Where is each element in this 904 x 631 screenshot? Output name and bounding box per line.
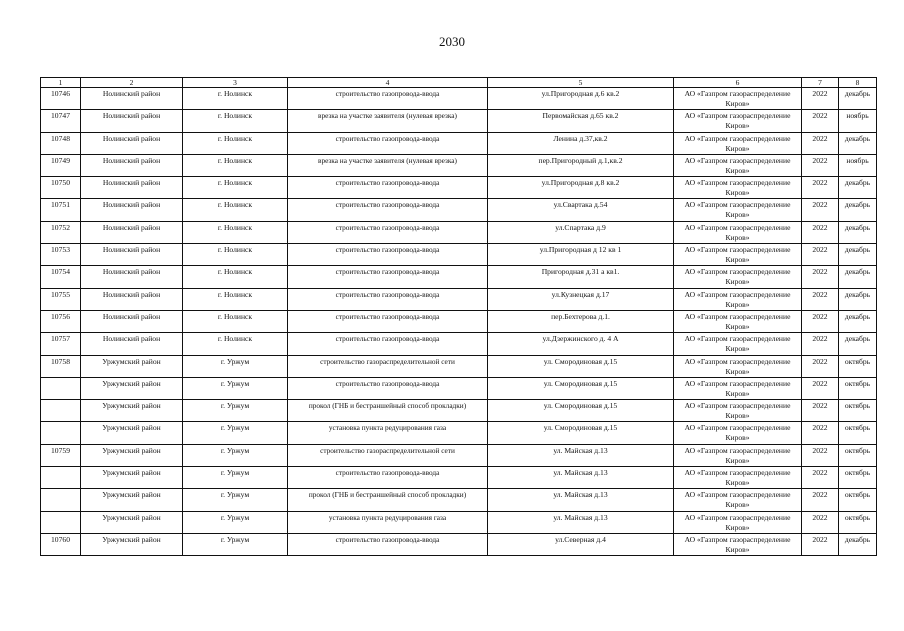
district-cell: Уржумский район <box>81 422 183 444</box>
address-cell: ул.Дзержинского д. 4 А <box>488 333 674 355</box>
column-header: 7 <box>802 78 839 88</box>
city-cell: г. Уржум <box>183 444 288 466</box>
row-number-cell <box>41 400 81 422</box>
month-cell: ноябрь <box>839 110 877 132</box>
work-type-cell: строительство газопровода-ввода <box>288 377 488 399</box>
organization-cell: АО «Газпром газораспределение Киров» <box>674 467 802 489</box>
address-cell: ул. Смородиновая д.15 <box>488 355 674 377</box>
address-cell: Ленина д.37,кв.2 <box>488 132 674 154</box>
district-cell: Уржумский район <box>81 489 183 511</box>
organization-cell: АО «Газпром газораспределение Киров» <box>674 355 802 377</box>
table-row <box>41 511 877 533</box>
district-cell: Нолинский район <box>81 88 183 110</box>
district-cell: Уржумский район <box>81 533 183 555</box>
row-number-cell <box>41 511 81 533</box>
table-row <box>41 422 877 444</box>
row-number-cell: 10752 <box>41 221 81 243</box>
address-cell: ул.Пригородная д.8 кв.2 <box>488 177 674 199</box>
city-cell: г. Нолинск <box>183 288 288 310</box>
work-type-cell: установка пункта редуцирования газа <box>288 422 488 444</box>
month-cell: октябрь <box>839 377 877 399</box>
table-row <box>41 533 877 555</box>
organization-cell: АО «Газпром газораспределение Киров» <box>674 511 802 533</box>
organization-cell: АО «Газпром газораспределение Киров» <box>674 88 802 110</box>
year-cell: 2022 <box>802 221 839 243</box>
table-row <box>41 467 877 489</box>
city-cell: г. Нолинск <box>183 333 288 355</box>
month-cell: декабрь <box>839 266 877 288</box>
organization-cell: АО «Газпром газораспределение Киров» <box>674 377 802 399</box>
district-cell: Нолинский район <box>81 110 183 132</box>
table-row <box>41 288 877 310</box>
year-cell: 2022 <box>802 110 839 132</box>
row-number-cell: 10758 <box>41 355 81 377</box>
year-cell: 2022 <box>802 467 839 489</box>
work-type-cell: врезка на участке заявителя (нулевая врезка) <box>288 110 488 132</box>
year-cell: 2022 <box>802 377 839 399</box>
address-cell: ул.Кузнецкая д.17 <box>488 288 674 310</box>
year-cell: 2022 <box>802 333 839 355</box>
gasification-table <box>40 77 877 556</box>
city-cell: г. Нолинск <box>183 132 288 154</box>
address-cell: пер.Бехтерова д.1. <box>488 310 674 332</box>
row-number-cell: 10750 <box>41 177 81 199</box>
year-cell: 2022 <box>802 533 839 555</box>
organization-cell: АО «Газпром газораспределение Киров» <box>674 533 802 555</box>
month-cell: декабрь <box>839 132 877 154</box>
table-row <box>41 444 877 466</box>
work-type-cell: строительство газораспределительной сети <box>288 444 488 466</box>
organization-cell: АО «Газпром газораспределение Киров» <box>674 333 802 355</box>
table-row <box>41 333 877 355</box>
table-row <box>41 199 877 221</box>
row-number-cell: 10746 <box>41 88 81 110</box>
month-cell: декабрь <box>839 310 877 332</box>
organization-cell: АО «Газпром газораспределение Киров» <box>674 177 802 199</box>
city-cell: г. Нолинск <box>183 221 288 243</box>
work-type-cell: строительство газопровода-ввода <box>288 199 488 221</box>
city-cell: г. Нолинск <box>183 244 288 266</box>
work-type-cell: прокол (ГНБ и бестраншейный способ прокладки) <box>288 400 488 422</box>
city-cell: г. Нолинск <box>183 199 288 221</box>
month-cell: ноябрь <box>839 154 877 176</box>
city-cell: г. Уржум <box>183 511 288 533</box>
district-cell: Нолинский район <box>81 288 183 310</box>
work-type-cell: строительство газопровода-ввода <box>288 177 488 199</box>
row-number-cell: 10748 <box>41 132 81 154</box>
city-cell: г. Уржум <box>183 533 288 555</box>
table-row <box>41 88 877 110</box>
year-cell: 2022 <box>802 177 839 199</box>
month-cell: октябрь <box>839 444 877 466</box>
table-row <box>41 310 877 332</box>
address-cell: ул.Пригородная д 12 кв 1 <box>488 244 674 266</box>
address-cell: ул.Пригородная д.6 кв.2 <box>488 88 674 110</box>
city-cell: г. Уржум <box>183 377 288 399</box>
city-cell: г. Уржум <box>183 489 288 511</box>
district-cell: Нолинский район <box>81 333 183 355</box>
organization-cell: АО «Газпром газораспределение Киров» <box>674 132 802 154</box>
organization-cell: АО «Газпром газораспределение Киров» <box>674 266 802 288</box>
table-row <box>41 266 877 288</box>
column-header: 5 <box>488 78 674 88</box>
column-header: 3 <box>183 78 288 88</box>
month-cell: декабрь <box>839 244 877 266</box>
district-cell: Нолинский район <box>81 132 183 154</box>
organization-cell: АО «Газпром газораспределение Киров» <box>674 444 802 466</box>
address-cell: ул. Майская д.13 <box>488 444 674 466</box>
city-cell: г. Уржум <box>183 467 288 489</box>
district-cell: Нолинский район <box>81 199 183 221</box>
district-cell: Нолинский район <box>81 266 183 288</box>
organization-cell: АО «Газпром газораспределение Киров» <box>674 244 802 266</box>
table-row <box>41 489 877 511</box>
month-cell: октябрь <box>839 400 877 422</box>
organization-cell: АО «Газпром газораспределение Киров» <box>674 199 802 221</box>
organization-cell: АО «Газпром газораспределение Киров» <box>674 110 802 132</box>
work-type-cell: строительство газопровода-ввода <box>288 244 488 266</box>
month-cell: декабрь <box>839 533 877 555</box>
work-type-cell: прокол (ГНБ и бестраншейный способ прокладки) <box>288 489 488 511</box>
work-type-cell: строительство газопровода-ввода <box>288 221 488 243</box>
row-number-cell: 10747 <box>41 110 81 132</box>
city-cell: г. Уржум <box>183 400 288 422</box>
year-cell: 2022 <box>802 132 839 154</box>
work-type-cell: строительство газопровода-ввода <box>288 266 488 288</box>
column-header: 8 <box>839 78 877 88</box>
work-type-cell: установка пункта редуцирования газа <box>288 511 488 533</box>
table-row <box>41 154 877 176</box>
address-cell: ул. Майская д.13 <box>488 489 674 511</box>
city-cell: г. Нолинск <box>183 110 288 132</box>
district-cell: Уржумский район <box>81 467 183 489</box>
year-cell: 2022 <box>802 422 839 444</box>
city-cell: г. Уржум <box>183 355 288 377</box>
column-header: 2 <box>81 78 183 88</box>
year-cell: 2022 <box>802 511 839 533</box>
city-cell: г. Уржум <box>183 422 288 444</box>
district-cell: Нолинский район <box>81 244 183 266</box>
column-number-row <box>41 78 877 88</box>
district-cell: Нолинский район <box>81 310 183 332</box>
row-number-cell: 10751 <box>41 199 81 221</box>
month-cell: декабрь <box>839 199 877 221</box>
work-type-cell: врезка на участке заявителя (нулевая врезка) <box>288 154 488 176</box>
year-cell: 2022 <box>802 444 839 466</box>
organization-cell: АО «Газпром газораспределение Киров» <box>674 422 802 444</box>
address-cell: ул. Смородиновая д.15 <box>488 422 674 444</box>
address-cell: Пригородная д.31 а кв1. <box>488 266 674 288</box>
city-cell: г. Нолинск <box>183 310 288 332</box>
row-number-cell: 10760 <box>41 533 81 555</box>
column-header: 6 <box>674 78 802 88</box>
year-cell: 2022 <box>802 288 839 310</box>
address-cell: ул. Смородиновая д.15 <box>488 377 674 399</box>
row-number-cell: 10755 <box>41 288 81 310</box>
year-cell: 2022 <box>802 88 839 110</box>
year-cell: 2022 <box>802 489 839 511</box>
address-cell: пер.Пригородный д.1,кв.2 <box>488 154 674 176</box>
row-number-cell: 10749 <box>41 154 81 176</box>
district-cell: Нолинский район <box>81 177 183 199</box>
table-row <box>41 400 877 422</box>
district-cell: Уржумский район <box>81 377 183 399</box>
month-cell: октябрь <box>839 355 877 377</box>
organization-cell: АО «Газпром газораспределение Киров» <box>674 489 802 511</box>
month-cell: октябрь <box>839 489 877 511</box>
city-cell: г. Нолинск <box>183 266 288 288</box>
month-cell: октябрь <box>839 422 877 444</box>
row-number-cell <box>41 377 81 399</box>
district-cell: Уржумский район <box>81 444 183 466</box>
address-cell: ул. Майская д.13 <box>488 467 674 489</box>
table-row <box>41 177 877 199</box>
work-type-cell: строительство газопровода-ввода <box>288 533 488 555</box>
row-number-cell <box>41 467 81 489</box>
organization-cell: АО «Газпром газораспределение Киров» <box>674 221 802 243</box>
work-type-cell: строительство газопровода-ввода <box>288 467 488 489</box>
year-cell: 2022 <box>802 154 839 176</box>
work-type-cell: строительство газопровода-ввода <box>288 132 488 154</box>
organization-cell: АО «Газпром газораспределение Киров» <box>674 400 802 422</box>
month-cell: декабрь <box>839 333 877 355</box>
month-cell: декабрь <box>839 177 877 199</box>
address-cell: ул.Северная д.4 <box>488 533 674 555</box>
row-number-cell: 10759 <box>41 444 81 466</box>
address-cell: ул.Свартака д.54 <box>488 199 674 221</box>
row-number-cell: 10756 <box>41 310 81 332</box>
year-cell: 2022 <box>802 310 839 332</box>
row-number-cell <box>41 422 81 444</box>
row-number-cell: 10753 <box>41 244 81 266</box>
row-number-cell: 10754 <box>41 266 81 288</box>
table-row <box>41 355 877 377</box>
organization-cell: АО «Газпром газораспределение Киров» <box>674 288 802 310</box>
row-number-cell: 10757 <box>41 333 81 355</box>
page-number: 2030 <box>439 34 465 49</box>
row-number-cell <box>41 489 81 511</box>
month-cell: октябрь <box>839 511 877 533</box>
organization-cell: АО «Газпром газораспределение Киров» <box>674 154 802 176</box>
year-cell: 2022 <box>802 266 839 288</box>
month-cell: декабрь <box>839 221 877 243</box>
year-cell: 2022 <box>802 199 839 221</box>
work-type-cell: строительство газопровода-ввода <box>288 288 488 310</box>
work-type-cell: строительство газораспределительной сети <box>288 355 488 377</box>
table-row <box>41 132 877 154</box>
district-cell: Уржумский район <box>81 355 183 377</box>
district-cell: Нолинский район <box>81 221 183 243</box>
city-cell: г. Нолинск <box>183 88 288 110</box>
year-cell: 2022 <box>802 355 839 377</box>
district-cell: Уржумский район <box>81 511 183 533</box>
table-row <box>41 221 877 243</box>
year-cell: 2022 <box>802 400 839 422</box>
work-type-cell: строительство газопровода-ввода <box>288 333 488 355</box>
year-cell: 2022 <box>802 244 839 266</box>
month-cell: декабрь <box>839 288 877 310</box>
district-cell: Нолинский район <box>81 154 183 176</box>
month-cell: декабрь <box>839 88 877 110</box>
work-type-cell: строительство газопровода-ввода <box>288 88 488 110</box>
table-row <box>41 244 877 266</box>
table-row <box>41 377 877 399</box>
city-cell: г. Нолинск <box>183 177 288 199</box>
work-type-cell: строительство газопровода-ввода <box>288 310 488 332</box>
column-header: 4 <box>288 78 488 88</box>
month-cell: октябрь <box>839 467 877 489</box>
address-cell: Первомайская д.65 кв.2 <box>488 110 674 132</box>
city-cell: г. Нолинск <box>183 154 288 176</box>
address-cell: ул. Майская д.13 <box>488 511 674 533</box>
table-row <box>41 110 877 132</box>
organization-cell: АО «Газпром газораспределение Киров» <box>674 310 802 332</box>
address-cell: ул. Смородиновая д.15 <box>488 400 674 422</box>
column-header: 1 <box>41 78 81 88</box>
district-cell: Уржумский район <box>81 400 183 422</box>
address-cell: ул.Спартака д.9 <box>488 221 674 243</box>
